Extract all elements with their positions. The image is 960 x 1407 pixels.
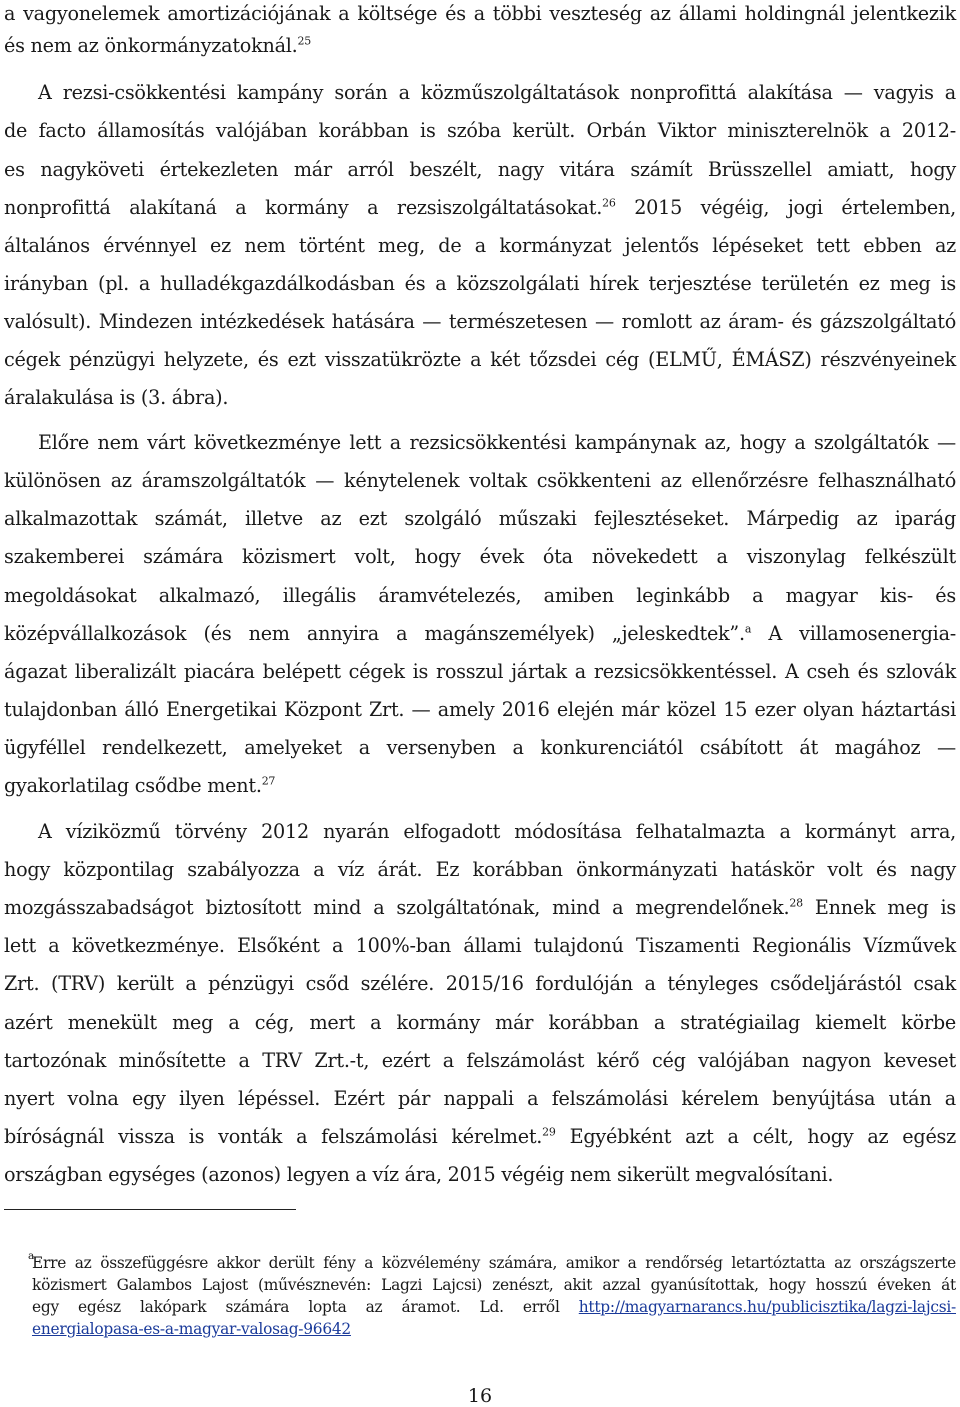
text-line: bíróságnál vissza is vonták a felszámolási kérelmet.$^{29}$ Egyébként azt a célt, hogy az egész (4, 1125, 957, 1148)
text-line: cégek pénzügyi helyzete, és ezt visszatükrözte a két tőzsdei cég (ELMŰ, ÉMÁSZ) részvényeinek (4, 348, 956, 371)
text-line: különösen az áramszolgáltatók — kénytelenek voltak csökkenteni az ellenőrzésre felhasználható (4, 469, 956, 492)
text-line: A víziközmű törvény 2012 nyarán elfogadott módosítása felhatalmazta a kormányt arra, (38, 820, 956, 843)
text-line: Előre nem várt következménye lett a rezsicsökkentési kampánynak az, hogy a szolgáltatók — (38, 431, 956, 454)
text-line: ügyféllel rendelkezett, amelyeket a versenyben a konkurenciától csábított át magához — (4, 736, 956, 759)
text-line: nyert volna egy ilyen lépéssel. Ezért pár nappali a felszámolási kérelem benyújtása után a (4, 1087, 956, 1110)
page-number: 16 (467, 1385, 493, 1407)
text-line: de facto államosítás valójában korábban is szóba került. Orbán Viktor miniszterelnök a 2012- (4, 119, 956, 142)
footnote-separator (4, 1209, 296, 1210)
text-line: A rezsi-csökkentési kampány során a közműszolgáltatások nonprofittá alakítása — vagyis a (38, 81, 956, 104)
text-line: gyakorlatilag csődbe ment.$^{27}$ (4, 774, 276, 797)
text-line: mozgásszabadságot biztosított mind a szolgáltatónak, mind a megrendelőnek.$^{28}$ Ennek meg is (4, 896, 956, 919)
text-line: megoldásokat alkalmazó, illegális áramvételezés, amiben leginkább a magyar kis- és (4, 584, 956, 607)
footnote-line: egy egész lakópark számára lopta az áramot. Ld. erről http://magyarnarancs.hu/publicisztika/lagzi-lajcsi- (32, 1298, 956, 1316)
text-line: azért menekült meg a cég, mert a kormány már korábban a stratégiailag kiemelt körbe (4, 1011, 956, 1034)
text-line: tartozónak minősítette a TRV Zrt.-t, ezért a felszámolást kérő cég valójában nagyon keveset (4, 1049, 956, 1072)
text-line: nonprofittá alakítaná a kormány a rezsiszolgáltatásokat.$^{26}$ 2015 végéig, jogi értelemben, (4, 196, 956, 219)
text-line: irányban (pl. a hulladékgazdálkodásban és a közszolgálati hírek terjesztése területén ez meg is (4, 272, 956, 295)
text-line: es nagyköveti értekezleten már arról beszélt, nagy vitára számít Brüsszellel amiatt, hogy (4, 158, 956, 181)
text-line: a vagyonelemek amortizációjának a költsége és a többi veszteség az állami holdingnál jelentkezik (4, 2, 956, 25)
text-line: általános érvénnyel ez nem történt meg, de a kormányzat jelentős lépéseket tett ebben az (4, 234, 956, 257)
footnote-reference: 29 (542, 1125, 556, 1139)
footnote-line: közismert Galambos Lajost (művésznevén: Lagzi Lajcsi) zenészt, akit azzal gyanúsítottak, hogy hosszú éveken át (32, 1276, 956, 1294)
footnote-reference: a (744, 622, 752, 636)
text-line: országban egységes (azonos) legyen a víz ára, 2015 végéig nem sikerült megvalósítani. (4, 1163, 834, 1186)
footnote-reference: 26 (602, 196, 616, 210)
footnote-line (32, 1318, 956, 1340)
footnote-link[interactable]: http://magyarnarancs.hu/publicisztika/lagzi-lajcsi- (578, 1298, 956, 1316)
footnote-reference: 27 (261, 774, 276, 788)
footnote-reference: 25 (297, 34, 312, 48)
text-line: tulajdonban álló Energetikai Központ Zrt. — amely 2016 elején már közel 15 ezer olyan háztartási (4, 698, 956, 721)
text-line: alkalmazottak számát, illetve az ezt szolgáló műszaki fejlesztéseket. Márpedig az iparág (4, 507, 956, 530)
footnote-line: Erre az összefüggésre akkor derült fény a közvélemény számára, amikor a rendőrség letartóztatta az országszerte (32, 1254, 956, 1272)
footnote-reference: 28 (789, 896, 803, 910)
footnote-link-continuation[interactable]: energialopasa-es-a-magyar-valosag-96642 (32, 1320, 351, 1338)
text-line: hogy központilag szabályozza a víz árát. Ez korábban önkormányzati hatáskör volt és nagy (4, 858, 956, 881)
text-line: valósult). Mindezen intézkedések hatására — természetesen — romlott az áram- és gázszolgáltató (4, 310, 956, 333)
text-line: áralakulása is (3. ábra). (4, 386, 229, 409)
text-line: középvállalkozások (és nem annyira a magánszemélyek) „jeleskedtek”.$^a$ A villamosenergia- (4, 622, 956, 645)
text-line: Zrt. (TRV) került a pénzügyi csőd szélére. 2015/16 fordulóján a tényleges csődeljárástól csak (4, 972, 956, 995)
text-line: és nem az önkormányzatoknál.$^{25}$ (4, 34, 312, 57)
footnote-marker: a (28, 1250, 35, 1262)
text-line: lett a következménye. Elsőként a 100%-ban állami tulajdonú Tiszamenti Regionális Vízművek (4, 934, 956, 957)
text-line: szakemberei számára közismert volt, hogy évek óta növekedett a viszonylag felkészült (4, 545, 956, 568)
text-line: ágazat liberalizált piacára belépett cégek is rosszul jártak a rezsicsökkentéssel. A cseh és szlovák (4, 660, 956, 683)
